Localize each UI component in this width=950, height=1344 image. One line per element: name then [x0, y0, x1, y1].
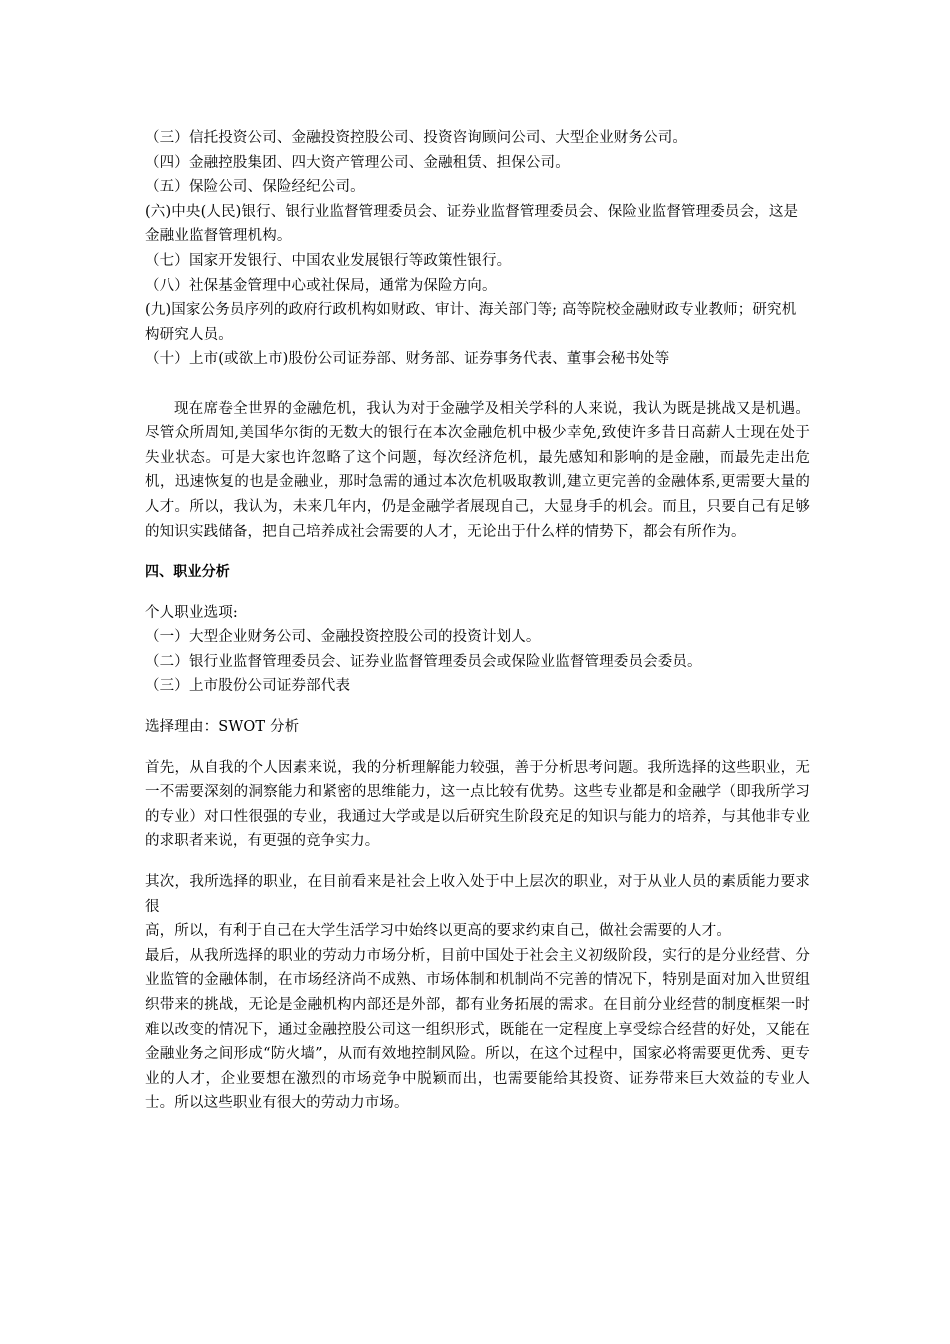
list-item: (六)中央(人民)银行、银行业监督管理委员会、证券业监督管理委员会、保险业监督管理委员会，这是金融业监督管理机构。 [145, 203, 799, 245]
first-paragraph: 首先，从自我的个人因素来说，我的分析理解能力较强，善于分析思考问题。我所选择的这些职业，无一不需要深刻的洞察能力和紧密的思维能力，这一点比较有优势。这些专业都是和金融学（即我所学习的专业）对口性很强的专业，我通过大学或是以后研究生阶段充足的知识与能力的培养，与其他非专业的求职者来说，有更强的竞争实力。 [145, 759, 810, 850]
personal-options-list [145, 625, 810, 699]
reason-label: 选择理由：SWOT 分析 [145, 719, 300, 736]
list-item: （三）信托投资公司、金融投资控股公司、投资咨询顾问公司、大型企业财务公司。 [145, 130, 688, 146]
second-paragraph-end: 高，所以，有利于自己在大学生活学习中始终以更高的要求约束自己，做社会需要的人才。 [145, 923, 731, 940]
spacer [145, 740, 810, 756]
crisis-paragraph: 现在席卷全世界的金融危机，我认为对于金融学及相关学科的人来说，我认为既是挑战又是机遇。尽管众所周知,美国华尔街的无数大的银行在本次金融危机中极少幸免,致使许多昔日高薪人士现在处于失业状态。可是大家也许忽略了这个问题，每次经济危机，最先感知和影响的是金融，而最先走出危机，迅速恢复的也是金融业，那时急需的通过本次危机吸取教训,建立更完善的金融体系,更需要大量的人才。所以，我认为，未来几年内，仍是金融学者展现自己，大显身手的机会。而且，只要自己有足够的知识实践储备，把自己培养成社会需要的人才，无论出于什么样的情势下，都会有所作为。 [145, 400, 810, 540]
list-item: （五）保险公司、保险经纪公司。 [145, 179, 365, 196]
spacer [145, 699, 810, 715]
spacer [145, 372, 810, 397]
spacer [145, 854, 810, 870]
list-item: （一）大型企业财务公司、金融投资控股公司的投资计划人。 [145, 629, 541, 646]
institution-list [145, 126, 810, 372]
list-item: （三）上市股份公司证券部代表 [145, 678, 351, 695]
spacer [145, 544, 810, 560]
list-item: (九)国家公务员序列的政府行政机构如财政、审计、海关部门等; 高等院校金融财政专业教师；研究机构研究人员。 [145, 302, 797, 343]
list-item: （二）银行业监督管理委员会、证券业监督管理委员会或保险业监督管理委员会委员。 [145, 653, 702, 670]
list-item: （八）社保基金管理中心或社保局，通常为保险方向。 [145, 277, 497, 294]
spacer [145, 585, 810, 601]
list-item: （四）金融控股集团、四大资产管理公司、金融租赁、担保公司。 [145, 154, 570, 171]
document-body [145, 126, 810, 1116]
personal-options-label: 个人职业选项: [145, 604, 238, 621]
list-item: （十）上市(或欲上市)股份公司证券部、财务部、证券事务代表、董事会秘书处等 [145, 351, 670, 368]
section-heading: 四、职业分析 [145, 564, 230, 581]
second-paragraph-start: 其次，我所选择的职业，在目前看来是社会上收入处于中上层次的职业，对于从业人员的素质能力要求很 [145, 874, 810, 915]
list-item: （七）国家开发银行、中国农业发展银行等政策性银行。 [145, 252, 512, 269]
last-paragraph: 最后，从我所选择的职业的劳动力市场分析，目前中国处于社会主义初级阶段，实行的是分业经营、分业监管的金融体制，在市场经济尚不成熟、市场体制和机制尚不完善的情况下，特别是面对加入世贸组织带来的挑战，无论是金融机构内部还是外部，都有业务拓展的需求。在目前分业经营的制度框架一时难以改变的情况下，通过金融控股公司这一组织形式，既能在一定程度上享受综合经营的好处，又能在金融业务之间形成“防火墙”，从而有效地控制风险。所以，在这个过程中，国家必将需要更优秀、更专业的人才，企业要想在激烈的市场竞争中脱颖而出，也需要能给其投资、证券带来巨大效益的专业人士。所以这些职业有很大的劳动力市场。 [145, 947, 810, 1112]
